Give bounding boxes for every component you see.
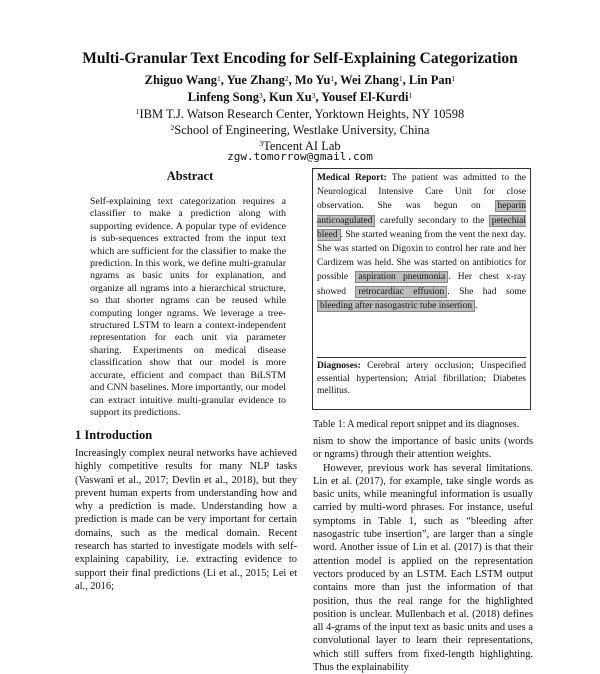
affiliation-text: Tencent AI Lab [263, 139, 341, 153]
right-column-text [313, 435, 533, 674]
diagnoses-text: Cerebral artery occlusion; Unspecified essential hypertension; Atrial fibrillation; Diabetes mellitus. [317, 361, 526, 397]
affiliation-sup: 1 [135, 107, 140, 116]
author-list [0, 72, 600, 106]
table-1-box [312, 168, 531, 410]
author-name: Zhiguo Wang [144, 73, 218, 87]
paragraph: nism to show the importance of basic units (words or ngrams) through their attention weights. [313, 436, 533, 461]
affiliation [0, 106, 600, 122]
report-text: . She started weaning from the vent the next day. She was started on Digoxin to control her rate and her Cardizem was held. She was started on antibiotics for possible [317, 229, 526, 283]
affiliation-text: IBM T.J. Watson Research Center, Yorktown Heights, NY 10598 [139, 107, 465, 121]
author-name: , Wei Zhang [334, 73, 399, 87]
author-line-2 [0, 89, 600, 106]
author-sup: 1 [408, 91, 413, 100]
author-name: Linfeng Song [187, 90, 260, 104]
report-text: The patient was admitted to the Neurological Intensive Care Unit for close observation. She was begun on [317, 173, 526, 212]
medical-report [317, 171, 526, 313]
affiliations [0, 106, 600, 154]
author-sup: 1 [217, 74, 221, 83]
author-name: , Kun Xu [262, 90, 312, 104]
author-sup: 3 [259, 91, 263, 100]
affiliation-sup: 2 [170, 123, 175, 132]
report-text: carefully secondary to the [379, 215, 485, 226]
author-email: zgw.tomorrow@gmail.com [227, 150, 373, 163]
affiliation-text: School of Engineering, Westlake University, China [174, 123, 430, 137]
affiliation-sup: 3 [259, 139, 264, 148]
paragraph: However, previous work has several limitations. Lin et al. (2017), for example, take single words as basic units, while meaningful information is usually carried by multi-word phrases. For instance, useful symptoms in Table 1, such as “bleeding after nasogastric tube insertion”, are larger than a single word. Another issue of Lin et al. (2017) is that their attention model is applied on the representation vectors produced by an LSTM. Each LSTM output contains more than just the information of that position, thus the real range for the highlighted position is unclear. Mullenbach et al. (2018) defines all 4-grams of the input text as basic units and uses a convolutional layer to learn their representations, which still suffers from fixed-length highlighting. Thus the explainability [313, 462, 533, 674]
author-name: , Yousef El-Kurdi [315, 90, 409, 104]
author-name: , Lin Pan [402, 73, 452, 87]
evidence-highlight: aspiration pneumonia [355, 271, 448, 283]
author-sup: 1 [451, 74, 456, 83]
paper-title: Multi-Granular Text Encoding for Self-Explaining Categorization [82, 50, 518, 67]
author-sup: 1 [398, 74, 403, 83]
author-sup: 3 [311, 91, 316, 100]
author-line-1 [0, 72, 600, 89]
report-text: . She had some [447, 286, 526, 297]
evidence-highlight: retrocardiac effusion [355, 286, 447, 298]
introduction-heading: 1 Introduction [75, 428, 153, 442]
evidence-highlight: heparin anticoagulated [317, 201, 526, 226]
evidence-highlight: petechial bleed [317, 215, 527, 240]
author-sup: 1 [330, 74, 335, 83]
affiliation [0, 122, 600, 138]
report-text: . [474, 300, 478, 311]
abstract-heading: Abstract [166, 169, 214, 183]
report-text: . Her chest x-ray showed [317, 272, 526, 297]
abstract-text: Self-explaining text categorization requires a classifier to make a prediction along with supporting evidence. A popular type of evidence is sub-sequences extracted from the input text which are sufficient for the classifier to make the prediction. In this work, we define multi-granular ngrams as basic units for explanation, and organize all ngrams into a hierarchical structure, so that shorter ngrams can be reused while computing longer ngrams. We leverage a tree-structured LSTM to learn a context-independent representation for each unit via parameter sharing. Experiments on medical disease classification show that our model is more accurate, efficient and compact than BiLSTM and CNN baselines. More importantly, our model can extract intuitive multi-granular evidence to support its predictions. [90, 196, 286, 418]
table-1-caption: Table 1: A medical report snippet and its diagnoses. [313, 419, 520, 430]
evidence-highlight: bleeding after nasogastric tube insertion [317, 300, 475, 312]
author-name: , Mo Yu [288, 73, 331, 87]
author-name: , Yue Zhang [220, 73, 285, 87]
report-label: Medical Report: [317, 173, 387, 183]
diagnoses-label: Diagnoses: [317, 361, 361, 371]
diagnoses [317, 357, 526, 398]
author-sup: 2 [284, 74, 289, 83]
introduction-text: Increasingly complex neural networks have achieved highly competitive results for many NLP tasks (Vaswani et al., 2017; Devlin et al., 2018), but they prevent human experts from understanding how and why a prediction is made. Understanding how a prediction is made can be very important for certain domains, such as the medical domain. Recent research has started to investigate models with self-explaining capability, i.e. extracting evidence to support their final predictions (Li et al., 2015; Lei et al., 2016; [75, 448, 297, 592]
